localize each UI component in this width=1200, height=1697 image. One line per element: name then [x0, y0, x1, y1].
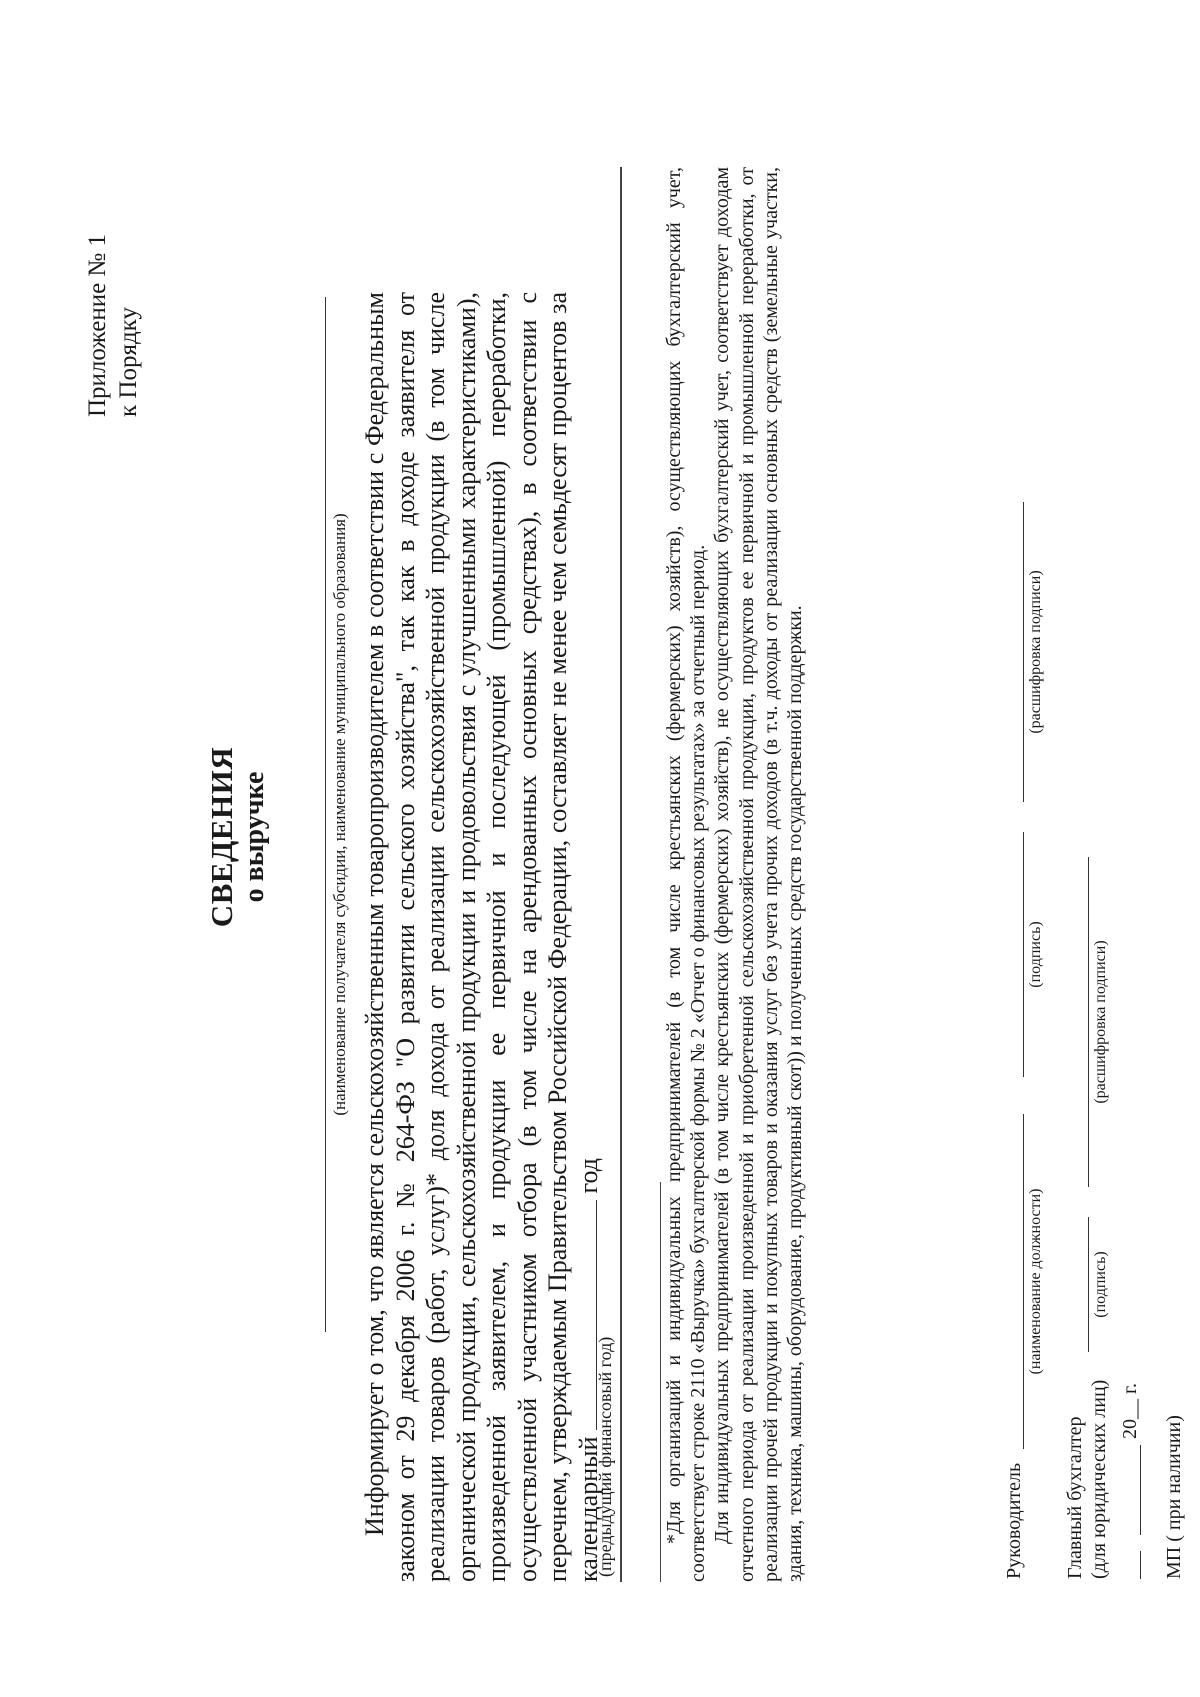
accountant-signature-caption: (подпись): [1092, 1251, 1109, 1318]
head-signature-line: [1023, 832, 1024, 1077]
title-block: [205, 277, 271, 1397]
recipient-caption: (наименование получателя субсидии, наименование муниципального образования): [330, 513, 349, 1116]
appendix-number: Приложение № 1: [84, 233, 111, 417]
date-day-line: [1140, 1551, 1141, 1579]
head-position-line: [1023, 1114, 1024, 1449]
recipient-name-line: [325, 297, 326, 1332]
appendix-reference: [82, 234, 144, 417]
footnote-paragraph-2: Для индивидуальных предпринимателей (в том числе крестьянских (фермерских) хозяйств), не осуществляющих бухгалтерский учет, соответствует доходам отчетного периода от реализации произведенной и приобретенной сельскохозяйственной продукции, продуктов ее первичной и промышленной переработки, от реализации прочей продукции и покупных товаров и оказания услуг без учета прочих доходов (в т.ч. доходы от реализации основных средств (земельные участки, здания, техника, машины, оборудование, продуктивный скот)) и полученных средств государственной поддержки.: [711, 167, 807, 1582]
footnote: [662, 167, 807, 1582]
head-decoding-line: [1023, 502, 1024, 802]
head-label: Руководитель: [1003, 1462, 1025, 1579]
main-statement: [360, 292, 604, 1582]
year-blank: [576, 1200, 597, 1430]
accountant-decoding-line: [1088, 857, 1089, 1187]
statement-text: Информирует о том, что является сельскохозяйственным товаропроизводителем в соответствии с Федеральным законом от 29 декабря 2006 г. № 264-ФЗ "О развитии сельского хозяйства", так как в доходе заявителя от реализации товаров (работ, услуг)* доля дохода от реализации сельскохозяйственной продукции (в том числе органической продукции, сельскохозяйственной продукции и продовольствия с улучшенными характеристиками), произведенной заявителем, и продукции ее первичной и последующей (промышленной) переработки, осуществленной участником отбора (в том числе на арендованных основных средствах), в соответствии с перечнем, утверждаемым Правительством Российской Федерации, составляет не менее чем семьдесят процентов за календарный: [360, 292, 603, 1582]
head-decoding-caption: (расшифровка подписи): [1027, 570, 1044, 734]
footnote-paragraph-1: *Для организаций и индивидуальных предпринимателей (в том числе крестьянских (фермерских) хозяйств), осуществляющих бухгалтерский учет, соответствует строке 2110 «Выручка» бухгалтерской формы № 2 «Отчет о финансовых результатах» за отчетный период.: [663, 167, 710, 1582]
accountant-signature-line: [1088, 1217, 1089, 1352]
accountant-label: Главный бухгалтер: [1064, 1416, 1086, 1579]
document-title: СВЕДЕНИЯ: [204, 746, 239, 928]
head-position-caption: (наименование должности): [1027, 1188, 1044, 1375]
document-subtitle: о выручке: [239, 771, 270, 903]
head-signature-caption: (подпись): [1027, 921, 1044, 988]
accountant-note: (для юридических лиц): [1088, 1379, 1110, 1579]
date-month-line: [1140, 1445, 1141, 1535]
statement-year-word: год: [573, 1157, 603, 1194]
accountant-decoding-caption: (расшифровка подписи): [1092, 940, 1109, 1104]
date-year: 20__ г.: [1119, 1383, 1141, 1439]
year-caption: (предыдущий финансовый год): [595, 1336, 615, 1577]
appendix-target: к Порядку: [115, 307, 142, 417]
footnote-separator: [660, 1182, 661, 1582]
stamp-place: МП ( при наличии): [1163, 1415, 1185, 1579]
section-separator: [620, 167, 622, 1582]
